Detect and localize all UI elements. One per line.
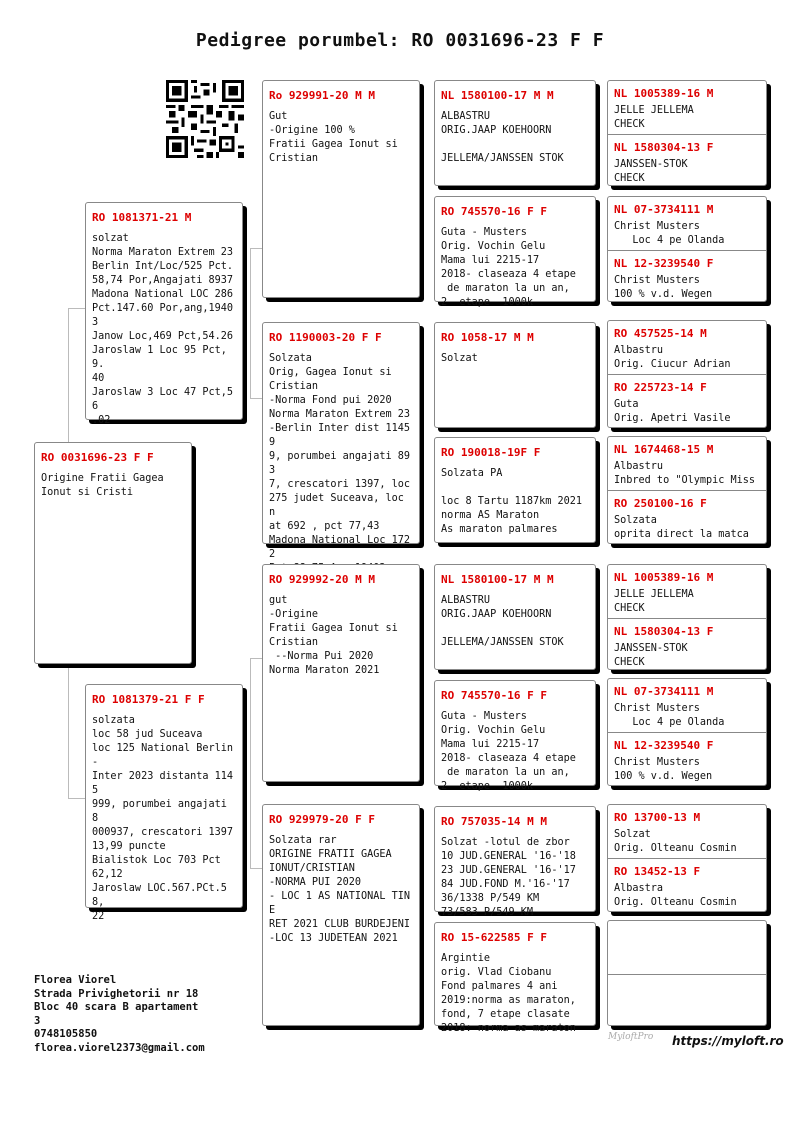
pigeon-notes: ALBASTRU ORIG.JAAP KOEHOORN JELLEMA/JANSSEN STOK [441,111,564,164]
dam-card[interactable] [85,684,243,922]
ring-number: Ro 929991-20 M M [269,89,375,102]
gen4-cell[interactable] [608,251,766,303]
connector-line [68,798,86,799]
connector-line [423,362,424,482]
great-grandparent-card[interactable] [434,922,596,1034]
ring-number: RO 457525-14 M [614,327,707,340]
ring-number: RO 13452-13 F [614,865,701,878]
owner-contact: Florea Viorel Strada Privighetorii nr 18 Bloc 40 scara B apartament 3 0748105850 florea.viorel2373@gmail.com [34,974,205,1054]
great-grandparent-card[interactable] [434,680,596,792]
pigeon-notes: Solzat Orig. Olteanu Cosmin [614,829,737,854]
gen4-cell[interactable] [608,975,766,1027]
pigeon-notes: ALBASTRU ORIG.JAAP KOEHOORN JELLEMA/JANSSEN STOK [441,595,564,648]
gen4-cell[interactable] [608,805,766,858]
pigeon-notes: Solzata Orig, Gagea Ionut si Cristian -Norma Fond pui 2020 Norma Maraton Extrem 23 -Berlin Inter dist 11459 9, porumbei angajati 893 7, crescatori 1397, loc 275 judet Suceava, loc n at 692 , pct 77,43 Madona National Loc 1722 [269,353,411,560]
gen4-pair-card [607,564,767,670]
connector-line [68,308,86,309]
signature-logo: MyloftPro [608,1032,654,1042]
connector-line [250,398,262,399]
ring-number: RO 250100-16 F [614,497,707,510]
pigeon-notes: Albastru Orig. Ciucur Adrian [614,345,731,370]
great-grandparent-card[interactable] [434,80,596,186]
gen4-cell[interactable] [608,859,766,913]
pigeon-notes: Solzata PA loc 8 Tartu 1187km 2021 norma AS Maraton As maraton palmares [441,468,583,535]
connector-line [250,248,262,249]
great-grandparent-card[interactable] [434,806,596,918]
pigeon-notes: Gut -Origine 100 % Fratii Gagea Ionut si Cristian [269,111,398,164]
ring-number: RO 757035-14 M M [441,815,547,828]
pigeon-notes: solzat Norma Maraton Extrem 23 Berlin Int/Loc/525 Pct. 58,74 Por,Angajati 8937 Madona National LOC 286 Pct.147.60 Por,ang,19403 Janow Loc,469 Pct,54.26 Jaroslaw 1 Loc 95 Pct,9. 40 Jaroslaw 3 Loc 47 Pct,56 .02 [92,233,234,426]
gen4-cell[interactable] [608,619,766,671]
pigeon-notes: Solzata oprita direct la matca [614,515,749,540]
ring-number: RO 1081371-21 M [92,211,192,224]
pigeon-notes: Christ Musters 100 % v.d. Wegen [614,275,713,300]
ring-number: NL 1580304-13 F [614,625,714,638]
grandparent-card[interactable] [262,80,420,298]
pigeon-notes: Argintie orig. Vlad Ciobanu Fond palmares 4 ani 2019:norma as maraton, fond, 7 etape clasate 2018: norma as maraton [441,953,576,1034]
ring-number: RO 745570-16 F F [441,205,547,218]
pigeon-notes: Christ Musters 100 % v.d. Wegen [614,757,713,782]
ring-number: NL 1580100-17 M M [441,573,554,586]
ring-number: RO 929979-20 F F [269,813,375,826]
subject-card[interactable] [34,442,192,664]
gen4-cell[interactable] [608,921,766,974]
gen4-cell[interactable] [608,679,766,732]
pigeon-notes: solzata loc 58 jud Suceava loc 125 National Berlin- Inter 2023 distanta 1145 999, porumbei angajati 8 000937, crescatori 1397 13,99 puncte Bialistok Loc 703 Pct 62,12 Jaroslaw LOC.567.PCt.58, 22 [92,715,234,922]
gen4-cell[interactable] [608,565,766,618]
gen4-pair-card [607,80,767,186]
pigeon-notes: Guta Orig. Apetri Vasile [614,399,731,424]
gen4-cell[interactable] [608,437,766,490]
pigeon-notes: Albastru Inbred to "Olympic Miss [614,461,756,486]
ring-number: NL 1580304-13 F [614,141,714,154]
grandparent-card[interactable] [262,322,420,560]
pigeon-notes: JELLE JELLEMA CHECK [614,105,694,130]
ring-number: RO 225723-14 F [614,381,707,394]
qr-code-icon [166,80,244,158]
ring-number: RO 13700-13 M [614,811,701,824]
connector-line [250,868,262,869]
gen4-pair-card [607,320,767,428]
ring-number: NL 07-3734111 M [614,685,714,698]
ring-number: RO 15-622585 F F [441,931,547,944]
pigeon-notes: JANSSEN-STOK CHECK [614,159,688,184]
ring-number: RO 745570-16 F F [441,689,547,702]
gen4-cell[interactable] [608,375,766,429]
gen4-cell[interactable] [608,321,766,374]
gen4-pair-card [607,804,767,912]
ring-number: NL 1674468-15 M [614,443,714,456]
ring-number: NL 12-3239540 F [614,257,714,270]
connector-line [250,248,251,398]
pigeon-notes: Guta - Musters Orig. Vochin Gelu Mama lui 2215-17 2018- claseaza 4 etape de maraton la un an, 2 etape 1000k [441,227,576,308]
pigeon-notes: gut -Origine Fratii Gagea Ionut si Cristian --Norma Pui 2020 Norma Maraton 2021 [269,595,398,676]
page-title: Pedigree porumbel: RO 0031696-23 F F [195,30,605,51]
pigeon-notes: Christ Musters Loc 4 pe Olanda [614,221,725,246]
gen4-cell[interactable] [608,81,766,134]
pigeon-notes: Albastra Orig. Olteanu Cosmin [614,883,737,908]
ring-number: NL 12-3239540 F [614,739,714,752]
ring-number: NL 1580100-17 M M [441,89,554,102]
great-grandparent-card[interactable] [434,196,596,308]
connector-line [423,622,424,742]
pigeon-notes: JELLE JELLEMA CHECK [614,589,694,614]
connector-line [423,848,424,980]
pigeon-notes: Christ Musters Loc 4 pe Olanda [614,703,725,728]
grandparent-card[interactable] [262,804,420,1026]
gen4-cell[interactable] [608,733,766,787]
ring-number: RO 1058-17 M M [441,331,534,344]
ring-number: NL 07-3734111 M [614,203,714,216]
pigeon-notes [608,927,766,931]
pigeon-notes: Solzat -lotul de zbor 10 JUD.GENERAL '16-'18 23 JUD.GENERAL '16-'17 84 JUD.FOND M.'16-'17 36/1338 P/549 KM 73/583 P/549 KM [441,837,576,918]
website-link[interactable]: https://myloft.ro [672,1034,784,1048]
pigeon-notes: JANSSEN-STOK CHECK [614,643,688,668]
gen4-cell[interactable] [608,491,766,545]
grandparent-card[interactable] [262,564,420,782]
gen4-pair-card [607,920,767,1026]
ring-number: RO 0031696-23 F F [41,451,154,464]
great-grandparent-card[interactable] [434,564,596,670]
gen4-cell[interactable] [608,197,766,250]
ring-number: RO 1081379-21 F F [92,693,205,706]
pigeon-notes: Solzata rar ORIGINE FRATII GAGEA IONUT/CRISTIAN -NORMA PUI 2020 - LOC 1 AS NATIONAL TINE RET 2021 CLUB BURDEJENI -LOC 13 JUDETEAN 2021 [269,835,411,944]
ring-number: RO 1190003-20 F F [269,331,382,344]
pigeon-notes: Solzat [441,353,478,364]
connector-line [423,142,424,262]
pigeon-notes: Guta - Musters Orig. Vochin Gelu Mama lui 2215-17 2018- claseaza 4 etape de maraton la un an, 2 etape 1000k [441,711,576,792]
sire-card[interactable] [85,202,243,426]
pigeon-notes: Origine Fratii Gagea Ionut si Cristi [41,473,164,498]
gen4-pair-card [607,436,767,544]
connector-line [250,658,262,659]
gen4-pair-card [607,196,767,302]
ring-number: RO 929992-20 M M [269,573,375,586]
gen4-cell[interactable] [608,135,766,187]
great-grandparent-card[interactable] [434,322,596,428]
connector-line [250,658,251,868]
ring-number: NL 1005389-16 M [614,571,714,584]
gen4-pair-card [607,678,767,786]
ring-number: NL 1005389-16 M [614,87,714,100]
pigeon-notes [608,981,766,985]
great-grandparent-card[interactable] [434,437,596,543]
ring-number: RO 190018-19F F [441,446,541,459]
